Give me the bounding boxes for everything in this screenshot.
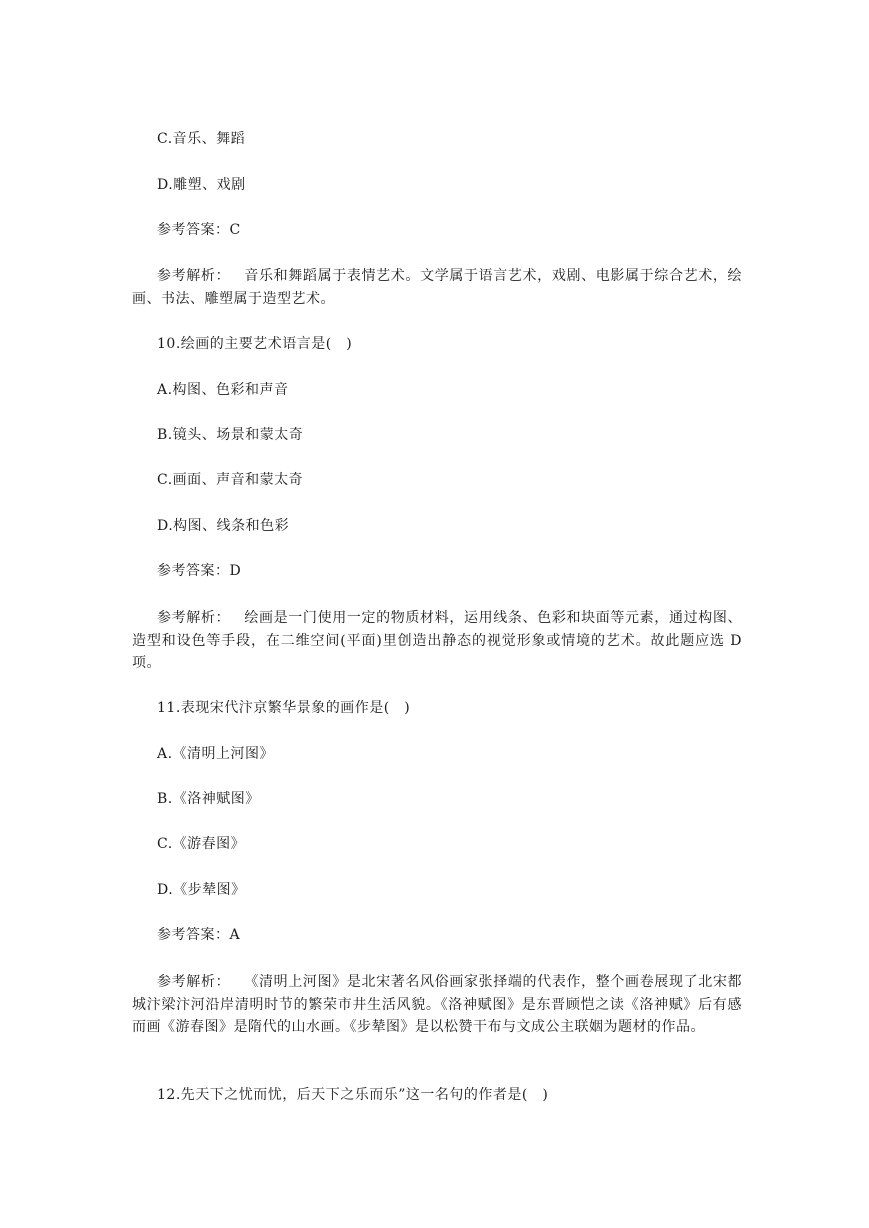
q10-question: 10.绘画的主要艺术语言是( ) xyxy=(157,336,353,352)
q9-answer: 参考答案：C xyxy=(157,222,241,238)
q11-option-b: B.《洛神赋图》 xyxy=(157,791,260,807)
q10-analysis xyxy=(132,607,742,675)
q9-option-c: C.音乐、舞蹈 xyxy=(157,131,246,147)
q11-analysis-text: 《清明上河图》是北宋著名风俗画家张择端的代表作，整个画卷展现了北宋都城汴梁汴河沿岸清明时节的繁荣市井生活风貌。《洛神赋图》是东晋顾恺之读《洛神赋》后有感而画《游春图》是隋代的山水画。《步辇图》是以松赞干布与文成公主联姻为题材的作品。 xyxy=(132,974,743,1035)
q11-analysis-label: 参考解析： xyxy=(157,974,231,990)
q10-option-d: D.构图、线条和色彩 xyxy=(157,518,290,534)
q9-analysis-label: 参考解析： xyxy=(157,268,231,284)
q10-analysis-label: 参考解析： xyxy=(157,610,231,626)
q10-answer: 参考答案：D xyxy=(157,563,242,579)
q11-option-c: C.《游春图》 xyxy=(157,836,246,852)
q11-option-a: A.《清明上河图》 xyxy=(157,746,275,762)
q11-analysis xyxy=(132,971,742,1039)
q9-analysis xyxy=(132,265,742,310)
q10-option-a: A.构图、色彩和声音 xyxy=(157,382,289,398)
q11-question: 11.表现宋代汴京繁华景象的画作是( ) xyxy=(157,700,411,716)
q11-option-d: D.《步辇图》 xyxy=(157,882,246,898)
q11-answer: 参考答案：A xyxy=(157,927,241,943)
q12-question: 12.先天下之忧而忧，后天下之乐而乐”这一名句的作者是( ) xyxy=(157,1087,549,1103)
q10-option-c: C.画面、声音和蒙太奇 xyxy=(157,472,304,488)
q9-option-d: D.雕塑、戏剧 xyxy=(157,177,246,193)
q10-analysis-text: 绘画是一门使用一定的物质材料，运用线条、色彩和块面等元素，通过构图、造型和设色等手段，在二维空间(平面)里创造出静态的视觉形象或情境的艺术。故此题应选 D 项。 xyxy=(132,610,743,671)
q10-option-b: B.镜头、场景和蒙太奇 xyxy=(157,427,304,443)
q9-analysis-text: 音乐和舞蹈属于表情艺术。文学属于语言艺术，戏剧、电影属于综合艺术，绘画、书法、雕塑属于造型艺术。 xyxy=(132,268,743,307)
